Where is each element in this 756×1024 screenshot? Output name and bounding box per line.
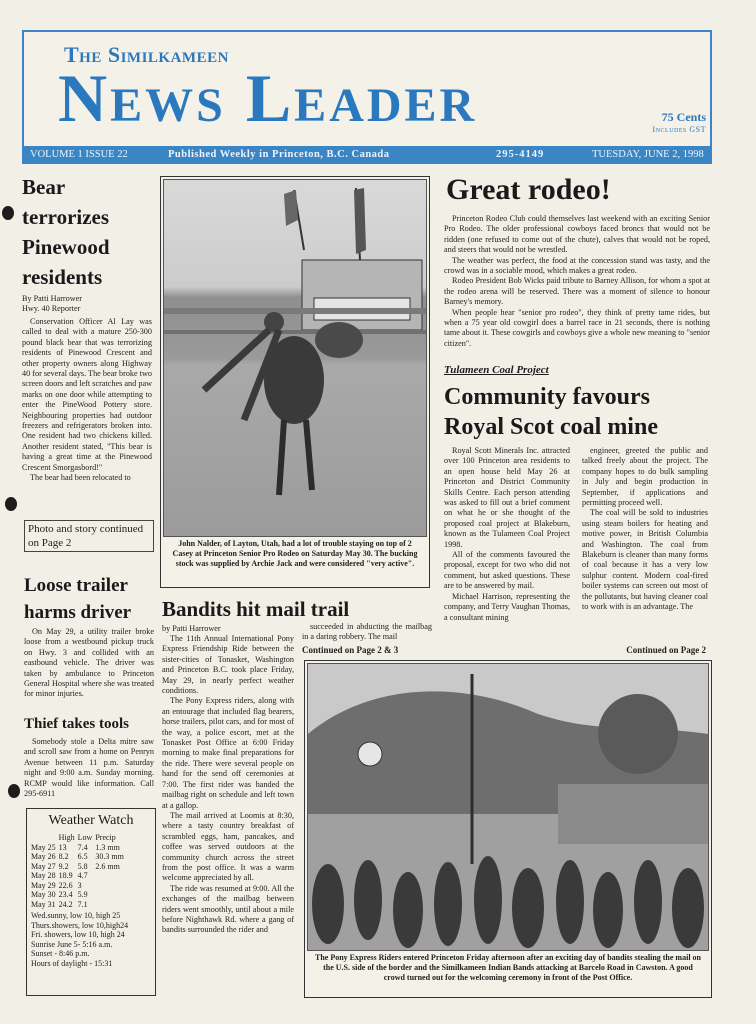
weather-cell bbox=[95, 871, 126, 881]
weather-row bbox=[31, 890, 127, 900]
forecast-line: Thurs.showers, low 10,high24 bbox=[31, 920, 129, 930]
bandits-paragraph: The 11th Annual International Pony Express Friendship Ride between the sister-cities of Tonasket, Washington and Princeton B.C. took place Friday, May 29, in nearly perfect weather conditions. bbox=[162, 634, 294, 696]
weather-cell: May 31 bbox=[31, 899, 56, 909]
weather-header-row bbox=[31, 833, 127, 843]
weather-title: Weather Watch bbox=[48, 813, 134, 828]
weather-row bbox=[31, 843, 127, 853]
weather-cell: May 30 bbox=[31, 890, 56, 899]
coal-headline bbox=[444, 382, 658, 442]
punch-hole bbox=[8, 784, 20, 798]
coal-col-1 bbox=[444, 446, 570, 642]
parade-crowd-illustration bbox=[308, 664, 708, 950]
bear-headline-line: terrorizes bbox=[22, 205, 110, 229]
bear-byline bbox=[22, 294, 152, 314]
weather-col-header: Precip bbox=[95, 833, 116, 842]
trailer-headline bbox=[24, 572, 131, 626]
punch-hole bbox=[2, 206, 14, 220]
rodeo-body bbox=[444, 214, 710, 349]
rodeo-paragraph: The weather was perfect, the food at the concession stand was tasty, and the crowd was in a sociable mood, which makes a great rodeo. bbox=[444, 255, 710, 276]
punch-hole bbox=[5, 497, 17, 511]
weather-cell bbox=[95, 900, 126, 910]
issue-date: TUESDAY, JUNE 2, 1998 bbox=[592, 149, 704, 160]
bandits-paragraph: The mail arrived at Loomis at 8:30, where a tasty country breakfast of scrambled eggs, ham, pancakes, and coffee was served outdoors at the community church across the street from the post office. It was a warm welcome appreciated by all. bbox=[162, 810, 294, 883]
weather-col-header: High bbox=[58, 833, 75, 842]
forecast-line: Sunrise June 5- 5:16 a.m. bbox=[31, 939, 113, 949]
byline: By Patti Harrower bbox=[22, 294, 83, 303]
bandits-paragraph: The ride was resumed at 9:00. All the exchanges of the mailbag between riders went smoothly, until about a mile before Nighthawk Rd. where a gang of bandits surrounded the rider and bbox=[162, 883, 294, 935]
trailer-headline-line: Loose trailer bbox=[24, 575, 128, 596]
weather-row bbox=[31, 862, 127, 872]
bear-continued-link[interactable]: Photo and story continued on Page 2 bbox=[24, 520, 154, 552]
bandits-col-2 bbox=[302, 622, 432, 643]
forecast-line: Hours of daylight - 15:31 bbox=[31, 958, 113, 968]
weather-forecast bbox=[31, 911, 155, 969]
byline-role: Hwy. 40 Reporter bbox=[22, 304, 81, 313]
bear-body bbox=[22, 317, 152, 511]
bear-headline-line: residents bbox=[22, 265, 103, 289]
forecast-line: Wed.sunny, low 10, high 25 bbox=[31, 911, 121, 920]
weather-cell: 9.2 bbox=[58, 861, 69, 871]
bear-headline-line: Bear bbox=[22, 175, 66, 199]
weather-cell: May 27 bbox=[31, 861, 56, 871]
weather-cell: 23.4 bbox=[58, 890, 73, 899]
masthead-kicker: The Similkameen bbox=[64, 42, 229, 67]
weather-cell: May 29 bbox=[31, 880, 56, 890]
weather-cell: 4.7 bbox=[77, 871, 88, 880]
trailer-headline-line: harms driver bbox=[24, 602, 132, 623]
issue-banner bbox=[22, 146, 712, 164]
rodeo-photo-caption: John Nalder, of Layton, Utah, had a lot of trouble staying on top of 2 Casey at Princeton Senior Pro Rodeo on Saturday May 30. The bucking stock was supplied by Archie Jack and were considered "very active". bbox=[172, 539, 418, 568]
bandits-paragraph: The Pony Express riders, along with an entourage that included flag bearers, horse trailers, pilot cars, and for most of the way, a police escort, met at the Tonasket Post Office at 6:00 Friday morning to make final preparations for the ride. There were several people on hand for the send off ceremonies at 7:00. The first rider was handed the mailbag right on schedule and left town at a gallop. bbox=[162, 696, 294, 810]
bandits-col-1 bbox=[162, 634, 294, 1006]
coal-paragraph: Royal Scott Minerals Inc. attracted over 100 Princeton area residents to an open house held May 26 at Princeton and District Community Skills Centre. Each person attending was asked to fill out a brief comment on what he or she thought of the proposed coal project at Blakeburn, known as the Tulameen Coal Project 1998. bbox=[444, 446, 570, 549]
weather-row bbox=[31, 900, 127, 910]
weather-row bbox=[31, 852, 127, 862]
coal-headline-line: Royal Scot coal mine bbox=[444, 414, 658, 440]
bandits-continued-link[interactable]: Continued on Page 2 & 3 bbox=[302, 645, 399, 655]
price-note: Includes GST bbox=[652, 125, 706, 134]
thief-body bbox=[24, 737, 154, 799]
masthead bbox=[22, 30, 712, 150]
coal-paragraph: The coal will be sold to industries using steam boilers for heating and motive power, in British Columbia and Washington. The coal from Blakeburn is cleaner than many forms of coal because it has a very low sulphur content. Modern coal-fired boiler systems can screen out most of the pollutants, but having cleaner coal to work with is an advantage. The bbox=[582, 508, 708, 612]
weather-cell: 30.3 mm bbox=[95, 852, 124, 861]
weather-cell: May 26 bbox=[31, 852, 56, 861]
weather-cell: 8.2 bbox=[58, 852, 69, 861]
weather-row bbox=[31, 881, 127, 891]
trailer-paragraph: On May 29, a utility trailer broke loose from a westbound pickup truck on Hwy. 3 and collided with an eastbound vehicle. The driver was taken by ambulance to Princeton General Hospital where she was treated for minor injuries. bbox=[24, 627, 154, 699]
weather-row bbox=[31, 871, 127, 881]
rodeo-photo bbox=[163, 179, 427, 537]
published-line: Published Weekly in Princeton, B.C. Canada bbox=[168, 149, 390, 160]
weather-cell bbox=[95, 890, 126, 900]
coal-paragraph: engineer, greeted the public and talked freely about the project. The company hopes to do bulk sampling in July and begin production in September, if applications and permitting proceed well. bbox=[582, 446, 708, 508]
weather-box bbox=[26, 808, 156, 996]
forecast-line: Sunset - 8:46 p.m. bbox=[31, 949, 90, 959]
weather-cell: 18.9 bbox=[58, 871, 73, 880]
weather-col-header bbox=[31, 833, 59, 843]
rodeo-paragraph: Rodeo President Bob Wicks paid tribute to Barney Allison, for whom a spot at the rodeo arena will be reserved. There was a moment of silence to honour Barney's memory. bbox=[444, 276, 710, 307]
weather-cell: 13 bbox=[58, 842, 67, 852]
coal-paragraph: All of the comments favoured the proposal, except for two who did not comment, but asked questions. These are to be answered by mail. bbox=[444, 550, 570, 591]
weather-cell: 5.9 bbox=[77, 890, 88, 899]
weather-cell: 1.3 mm bbox=[95, 842, 120, 852]
trailer-body bbox=[24, 627, 154, 700]
phone: 295-4149 bbox=[496, 149, 545, 160]
bandits-byline: by Patti Harrower bbox=[162, 624, 221, 633]
bear-headline bbox=[22, 172, 110, 292]
parade-photo bbox=[307, 663, 709, 951]
bear-paragraph: The bear had been relocated to bbox=[30, 473, 131, 483]
weather-cell: 24.2 bbox=[58, 899, 73, 909]
parade-photo-caption: The Pony Express Riders entered Princeton Friday afternoon after an exciting day of bandits stealing the mail on the U.S. side of the border and the Similkameen Indian Bands attacking at Barcelo Road in Cawston. A good crowd turned out for the welcoming ceremony in front of the Post Office. bbox=[315, 953, 701, 982]
weather-cell: 2.6 mm bbox=[95, 861, 120, 871]
weather-col-header: Low bbox=[77, 833, 93, 842]
thief-paragraph: Somebody stole a Delta mitre saw and scroll saw from a home on Penryn Avenue between 11 p.m. Saturday night and 9:00 a.m. Sunday morning. RCMP would like information. Call 295-6911 bbox=[24, 737, 154, 799]
coal-col-2 bbox=[582, 446, 708, 642]
coal-headline-line: Community favours bbox=[444, 384, 651, 410]
weather-cell bbox=[95, 881, 126, 891]
bear-paragraph: Conservation Officer Al Lay was called to deal with a mature 250-300 pound black bear that was terrorizing residents of Pinewood Crescent and other property owners along Highway 40 for several days. The bear broke two screen doors and left scratches and paw marks on one door while attempting to enter the PineWood Pottery store. Neighbouring properties had outdoor freezers and refrigerators broken into. One resident had two chickens killed. Another resident stated, "This bear is having a great time at the Pinewood Crescent Smorgasbord!" bbox=[22, 317, 152, 472]
price: 75 Cents bbox=[661, 110, 706, 124]
weather-cell: 7.1 bbox=[77, 899, 88, 909]
bronc-rider-illustration bbox=[164, 180, 426, 536]
weather-cell: 7.4 bbox=[77, 842, 88, 852]
weather-cell: 22.6 bbox=[58, 880, 73, 890]
weather-cell: 6.5 bbox=[77, 852, 88, 861]
rodeo-paragraph: Princeton Rodeo Club could themselves last weekend with an exciting Senior Pro Rodeo. The older professional cowboys faced broncs that would not be ridden (one refused to come out of the chute), calves that would not be roped, and steers that would not be wrestled. bbox=[444, 214, 710, 255]
weather-cell: 3 bbox=[77, 880, 82, 890]
weather-cell: 5.8 bbox=[77, 861, 88, 871]
coal-kicker: Tulameen Coal Project bbox=[444, 364, 549, 376]
weather-table bbox=[31, 833, 127, 909]
parade-photo-frame bbox=[304, 660, 712, 998]
rodeo-paragraph: When people hear "senior pro rodeo", they think of pretty tame rides, but when a 75 year old cowgirl does a barrel race in 21 seconds, there is nothing tame about it. These cowgirls and cowboys give a whole new meaning to "senior citizen". bbox=[444, 307, 710, 348]
volume-issue: VOLUME 1 ISSUE 22 bbox=[30, 149, 128, 160]
bandits-headline: Bandits hit mail trail bbox=[162, 597, 350, 621]
forecast-line: Fri. showers, low 10, high 24 bbox=[31, 930, 125, 940]
thief-headline: Thief takes tools bbox=[24, 716, 129, 732]
masthead-title: News Leader bbox=[58, 60, 478, 136]
bandits-paragraph: succeeded in abducting the mailbag in a daring robbery. The mail bbox=[302, 622, 432, 642]
coal-paragraph: Michael Harrison, representing the company, and Terry Vaughan Thomas, a consultant mining bbox=[444, 591, 570, 622]
weather-cell: May 25 bbox=[31, 842, 56, 852]
coal-continued-link[interactable]: Continued on Page 2 bbox=[626, 645, 706, 655]
rodeo-headline: Great rodeo! bbox=[446, 173, 611, 206]
bear-headline-line: Pinewood bbox=[22, 235, 110, 259]
weather-cell: May 28 bbox=[31, 871, 56, 880]
rodeo-photo-frame bbox=[160, 176, 430, 588]
